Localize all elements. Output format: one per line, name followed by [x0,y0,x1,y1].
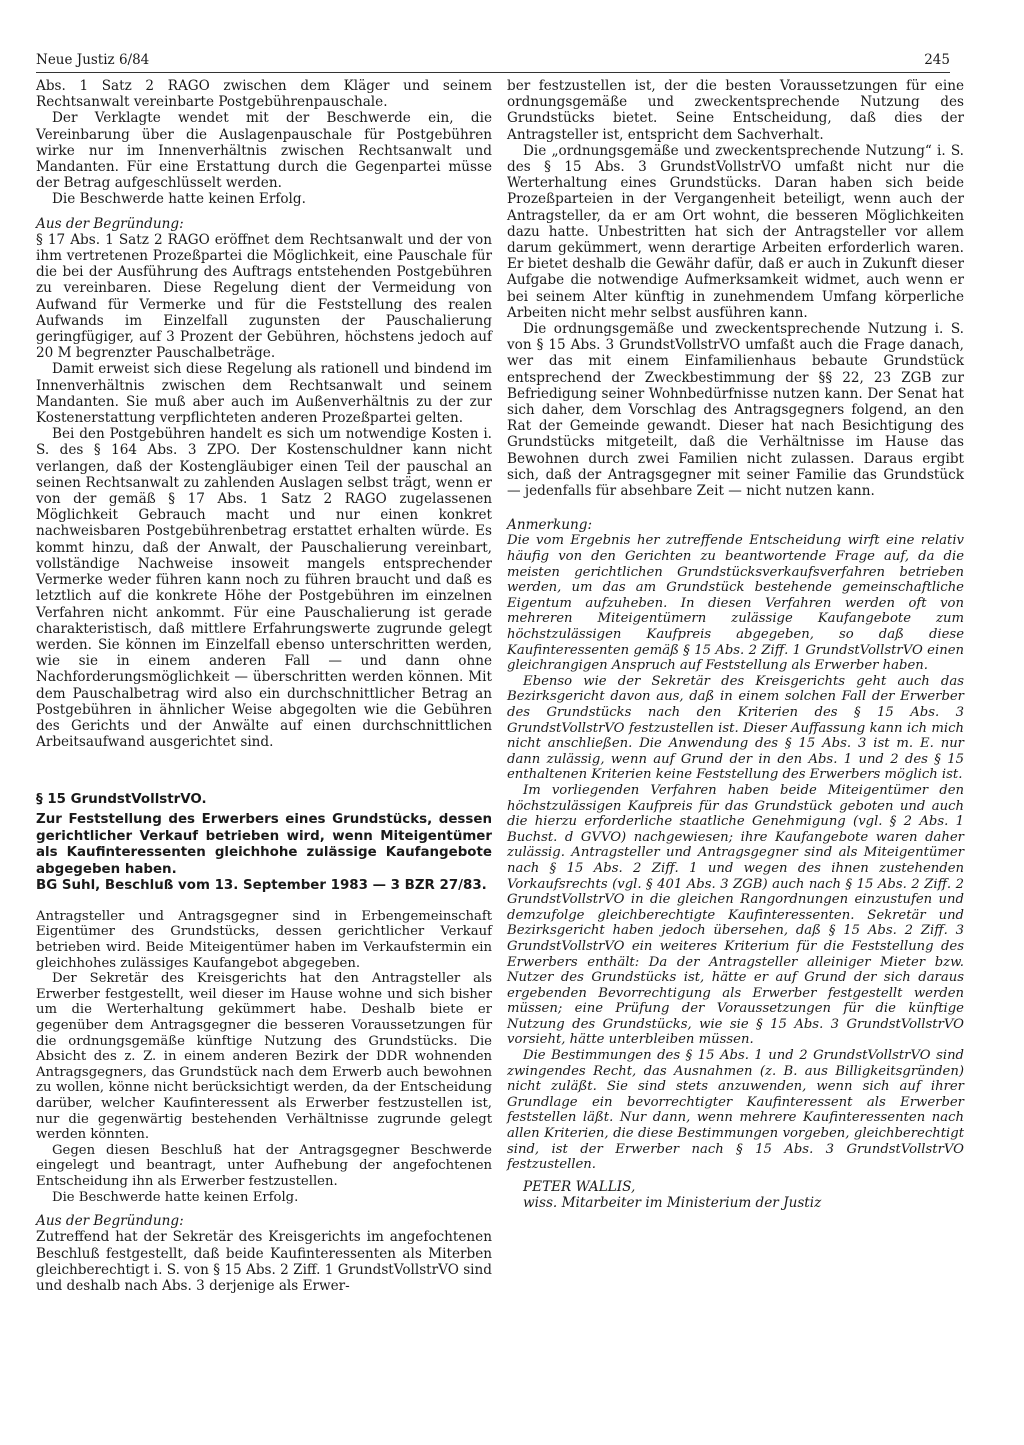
note-paragraph: Die vom Ergebnis her zutreffende Entscheidung wirft eine relativ häufig von den Gerichten zu beantwortende Frage auf, da die meisten gerichtlichen Grundstücksverkaufsverfahren betrieben werden, um das am Grundstück bestehende gemeinschaftliche Eigentum aufzuheben. In diesen Verfahren werden oft von mehreren Miteigentümern zulässige Kaufangebote zum höchstzulässigen Kaufpreis abgegeben, so daß diese Kaufinteressenten gemäß § 15 Abs. 2 Ziff. 1 GrundstVollstrVO einen gleichrangigen Anspruch auf Feststellung als Erwerber haben. [507,533,964,674]
case-section: § 15 GrundstVollstrVO. [36,792,207,808]
page-number: 245 [924,52,950,68]
reason-heading: Aus der Begründung: [36,215,184,232]
note-paragraph: Die Bestimmungen des § 15 Abs. 1 und 2 GrundstVollstrVO sind zwingendes Recht, das Ausnahmen (z. B. aus Billigkeitsgründen) nicht zuläßt. Sie sind stets anzuwenden, wenn sich auf ihrer Grundlage ein bevorrechtigter Kaufinteressent als Erwerber feststellen läßt. Nur dann, wenn mehrere Kaufinteressenten nach allen Kriterien, die diese Bestimmungen vorgeben, gleichberechtigt sind, ist der Erwerber nach § 15 Abs. 3 GrundstVollstrVO festzustellen. [507,1048,964,1173]
header-rule [36,72,950,73]
paragraph: Die „ordnungsgemäße und zweckentsprechende Nutzung“ i. S. des § 15 Abs. 3 GrundstVollstrVO umfaßt nicht nur die Werterhaltung eines Grundstücks. Daran haben sich beide Prozeßparteien in der Vergangenheit beteiligt, wenn auch der Antragsteller, da er am Ort wohnt, die besseren Möglichkeiten dazu hatte. Unbestritten hat sich der Antragsteller vor allem darum gekümmert, wenn derartige Arbeiten erforderlich waren. Er bietet deshalb die Gewähr dafür, daß er auch in Zukunft dieser Aufgabe die notwendige Aufmerksamkeit widmet, auch wenn er bei seinem Alter künftig in zunehmendem Umfang körperliche Arbeiten nicht mehr selbst ausführen kann. [507,142,964,321]
paragraph: Bei den Postgebühren handelt es sich um notwendige Kosten i. S. des § 164 Abs. 3 ZPO. Der Kostenschuldner kann nicht verlangen, daß der Kostengläubiger einen Teil der pauschal an seinen Rechtsanwalt zu zahlenden Auslagen selbst trägt, wenn er von der gemäß § 17 Abs. 1 Satz 2 RAGO zugelassenen Möglichkeit Gebrauch macht und nur einen konkret nachweisbaren Postgebührenbetrag erstattet erhalten würde. Es kommt hinzu, daß der Anwalt, der Pauschalierung vereinbart, vollständige Nachweise insoweit mangels entsprechender Vermerke weder führen kann noch zu führen braucht und daß es letztlich auf die konkrete Höhe der Postgebühren im einzelnen Verfahren nicht ankommt. Für eine Pauschalierung ist gerade charakteristisch, daß mittlere Erfahrungswerte zugrunde gelegt werden. Sie können im Einzelfall ebenso unterschritten werden, wie sie in einem anderen Fall — und dann ohne Nachforderungsmöglichkeit — überschritten werden können. Mit dem Pauschalbetrag wird also ein durchschnittlicher Betrag an Postgebühren in ähnlicher Weise abgegolten wie die Gebühren des Gerichts und der Anwälte auf einen durchschnittlichen Arbeitsaufwand ausgerichtet sind. [36,426,492,751]
paragraph: Damit erweist sich diese Regelung als rationell und bindend im Innenverhältnis zwischen dem Rechtsanwalt und seinem Mandanten. Sie muß aber auch im Außenverhältnis zu der zur Kostenerstattung verpflichteten anderen Prozeßpartei gelten. [36,361,492,427]
case-citation: BG Suhl, Beschluß vom 13. September 1983 — 3 BZR 27/83. [36,878,487,894]
case-headnote: Zur Feststellung des Erwerbers eines Grundstücks, dessen gerichtlicher Verkauf betrieben wird, wenn Miteigentümer als Kaufinteressenten gleichhohe zulässige Kaufangebote abgegeben haben. [36,811,492,877]
author-signature [507,1179,964,1211]
paragraph: § 17 Abs. 1 Satz 2 RAGO eröffnet dem Rechtsanwalt und der von ihm vertretenen Prozeßpartei die Möglichkeit, eine Pauschale für die bei der Ausführung des Auftrags entstehenden Postgebühren zu vereinbaren. Diese Regelung dient der Vermeidung von Aufwand für Vermerke und für die Feststellung des realen Aufwands im Einzelfall zugunsten der Pauschalierung geringfügiger, auf 3 Prozent der Gebühren, höchstens jedoch auf 20 M begrenzter Pauschalbeträge. [36,231,492,362]
paragraph: Der Sekretär des Kreisgerichts hat den Antragsteller als Erwerber festgestellt, weil dieser im Hause wohne und sich bisher um die Werterhaltung gekümmert habe. Deshalb biete er gegenüber dem Antragsgegner die besseren Voraussetzungen für die ordnungsgemäße künftige Nutzung des Grundstücks. Die Absicht des z. Z. in einem anderen Bezirk der DDR wohnenden Antragsgegners, das Grundstück nach dem Erwerb auch bewohnen zu wollen, könne nicht berücksichtigt werden, da der Entscheidung darüber, welcher Kaufinteressent als Erwerber festzustellen ist, nur die gegenwärtig bestehenden Verhältnisse zugrunde gelegt werden könnten. [36,971,492,1143]
note-heading: Anmerkung: [507,517,593,534]
annotation [507,533,964,1172]
note-paragraph: Ebenso wie der Sekretär des Kreisgerichts geht auch das Bezirksgericht davon aus, daß in einem solchen Fall der Erwerber des Grundstücks nach den Kriterien des § 15 Abs. 3 GrundstVollstrVO festzustellen ist. Dieser Auffassung kann ich mich nicht anschließen. Die Anwendung des § 15 Abs. 3 ist m. E. nur dann zulässig, wenn auf Grund der in den Abs. 1 und 2 des § 15 enthaltenen Kriterien keine Feststellung des Erwerbers möglich ist. [507,673,964,783]
paragraph: Die Beschwerde hatte keinen Erfolg. [52,191,306,208]
page-header [36,52,950,72]
paragraph: Die ordnungsgemäße und zweckentsprechende Nutzung i. S. von § 15 Abs. 3 GrundstVollstrVO umfaßt auch die Frage danach, wer das mit einem Einfamilienhaus bebaute Grundstück entsprechend der Zweckbestimmung der §§ 22, 23 ZGB zur Befriedigung seiner Wohnbedürfnisse nutzen kann. Der Senat hat sich daher, dem Vorschlag des Antragsgegners folgend, an den Rat der Gemeinde gewandt. Dieser hat nach Besichtigung des Grundstücks mitgeteilt, daß die Verhältnisse im Hause das Bewohnen durch zwei Familien nicht zulassen. Daraus ergibt sich, daß der Antragsgegner mit seiner Familie das Grundstück — jedenfalls für absehbare Zeit — nicht nutzen kann. [507,321,964,500]
author-title: wiss. Mitarbeiter im Ministerium der Justiz [523,1195,822,1212]
paragraph: ber festzustellen ist, der die besten Voraussetzungen für eine ordnungsgemäße und zweckentsprechende Nutzung des Grundstücks bietet. Seine Entscheidung, daß dies der Antragsteller ist, entspricht dem Sachverhalt. [507,78,964,143]
case-facts [36,909,492,1205]
reason-heading: Aus der Begründung: [36,1213,184,1230]
author-name: PETER WALLIS, [523,1178,636,1195]
paragraph: Zutreffend hat der Sekretär des Kreisgerichts im angefochtenen Beschluß festgestellt, daß beide Kaufinteressenten als Miterben gleichberechtigt i. S. von § 15 Abs. 2 Ziff. 1 GrundstVollstrVO sind und deshalb nach Abs. 3 derjenige als Erwer- [36,1229,492,1294]
paragraph: Abs. 1 Satz 2 RAGO zwischen dem Kläger und seinem Rechtsanwalt vereinbarte Postgebührenpauschale. [36,78,492,111]
paragraph: Der Verklagte wendet mit der Beschwerde ein, die Vereinbarung über die Auslagenpauschale für Postgebühren wirke nur im Innenverhältnis zwischen Rechtsanwalt und Mandanten. Für eine Erstattung durch die Gegenpartei müsse der Betrag aufgeschlüsselt werden. [36,110,492,192]
right-column [507,78,964,1211]
left-column [36,78,492,1294]
note-paragraph: Im vorliegenden Verfahren haben beide Miteigentümer den höchstzulässigen Kaufpreis für das Grundstück geboten und auch die hierzu erforderliche staatliche Genehmigung (vgl. § 2 Abs. 1 Buchst. d GVVO) nachgewiesen; ihre Kaufangebote waren daher zulässig. Antragsteller und Antragsgegner sind als Miteigentümer nach § 15 Abs. 2 Ziff. 1 und wegen des ihnen zustehenden Vorkaufsrechts (vgl. § 401 Abs. 3 ZGB) auch nach § 15 Abs. 2 Ziff. 2 GrundstVollstrVO in die gleichen Rangordnungen einzustufen und demzufolge gleichberechtigte Kaufinteressenten. Sekretär und Bezirksgericht haben jedoch übersehen, daß § 15 Abs. 2 Ziff. 3 GrundstVollstrVO ein weiteres Kriterium für die Feststellung des Erwerbers enthält: Da der Antragsteller alleiniger Mieter bzw. Nutzer des Grundstücks ist, hätte er auf Grund der sich daraus ergebenden Bevorrechtigung als Erwerber festgestellt werden müssen; eine Prüfung der Voraussetzungen für die künftige Nutzung des Grundstücks, wie sie § 15 Abs. 3 GrundstVollstrVO vorsieht, hätte unterbleiben müssen. [507,782,964,1048]
journal-title: Neue Justiz 6/84 [36,52,150,68]
paragraph: Gegen diesen Beschluß hat der Antragsgegner Beschwerde eingelegt und beantragt, unter Aufhebung der angefochtenen Entscheidung ihn als Erwerber festzustellen. [36,1142,492,1189]
paragraph: Die Beschwerde hatte keinen Erfolg. [52,1189,299,1205]
paragraph: Antragsteller und Antragsgegner sind in Erbengemeinschaft Eigentümer des Grundstücks, dessen gerichtlicher Verkauf betrieben wird. Beide Miteigentümer haben im Verkaufstermin ein gleichhohes zulässiges Kaufangebot abgegeben. [36,908,492,971]
